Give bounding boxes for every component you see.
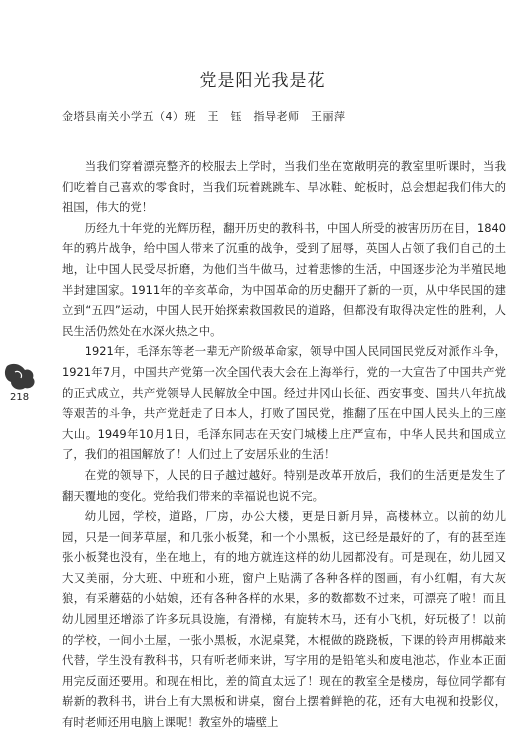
- article-body: [62, 156, 506, 733]
- paragraph: 1921年，毛泽东等老一辈无产阶级革命家，领导中国人民同国民党反对派作斗争，1921年7月，中国共产党第一次全国代表大会在上海举行，党的一大宣告了中国共产党的正式成立，共产党领导人民解放全中国。经过井冈山长征、西安事变、国共八年抗战等艰苦的斗争，共产党赶走了日本人，打败了国民党，推翻了压在中国人民头上的三座大山。1949年10月1日，毛泽东同志在天安门城楼上庄严宣布，中华人民共和国成立了，我们的祖国解放了！人们过上了安居乐业的生活！: [62, 344, 506, 462]
- margin-decoration-icon: [3, 360, 39, 394]
- paragraph: 当我们穿着漂亮整齐的校服去上学时，当我们坐在宽敞明亮的教室里听课时，当我们吃着自己喜欢的零食时，当我们玩着跳跳车、旱冰鞋、蛇板时，总会想起我们伟大的祖国，伟大的党！: [62, 159, 506, 215]
- paragraph: 历经九十年党的光辉历程，翻开历史的教科书，中国人所受的被害历历在目，1840年的鸦片战争，给中国人带来了沉重的战争，受到了屈辱，英国人占领了我们自己的土地，让中国人民受尽折磨，为他们当牛做马，过着悲惨的生活，中国逐步沦为半殖民地半封建国家。1911年的辛亥革命，为中国革命的历史翻开了新的一页，从中华民国的建立到“五四”运动，中国人民开始探索救国救民的道路，但都没有取得决定性的胜利，人民生活仍然处在水深火热之中。: [62, 220, 506, 338]
- paragraph: 在党的领导下，人民的日子越过越好。特别是改革开放后，我们的生活更是发生了翻天覆地的变化。党给我们带来的幸福说也说不完。: [62, 467, 506, 503]
- page-number: 218: [10, 392, 30, 403]
- article-title: 党是阳光我是花: [199, 71, 326, 91]
- paragraph: 幼儿园，学校，道路，厂房，办公大楼，更是日新月异，高楼林立。以前的幼儿园，只是一间茅草屋，和几张小板凳，和一个小黑板，这已经是最好的了，有的甚至连张小板凳也没有，坐在地上，有的地方就连这样的幼儿园都没有。可是现在，幼儿园又大又美丽，分大班、中班和小班，窗户上贴满了各种各样的图画，有小红帽，有大灰狼，有采蘑菇的小姑娘，还有各种各样的水果，多的数都数不过来，可漂亮了啦！而且幼儿园里还增添了许多玩具设施，有滑梯，有旋转木马，还有小飞机，好玩极了！以前的学校，一间小土屋，一张小黑板，水泥桌凳，木棍做的跷跷板，下课的铃声用梆敲来代替，学生没有教科书，只有听老师来讲，写字用的是铅笔头和废电池芯，作业本正面用完反面还要用。和现在相比，差的简直太远了！现在的教室全是楼房，每位同学都有崭新的教科书，讲台上有大黑板和讲桌，窗台上摆着鲜艳的花，还有大电视和投影仪，有时老师还用电脑上课呢！教室外的墙壁上: [62, 509, 506, 730]
- author-byline: 金塔县南关小学五（4）班 王 钰 指导老师 王丽萍: [62, 110, 346, 123]
